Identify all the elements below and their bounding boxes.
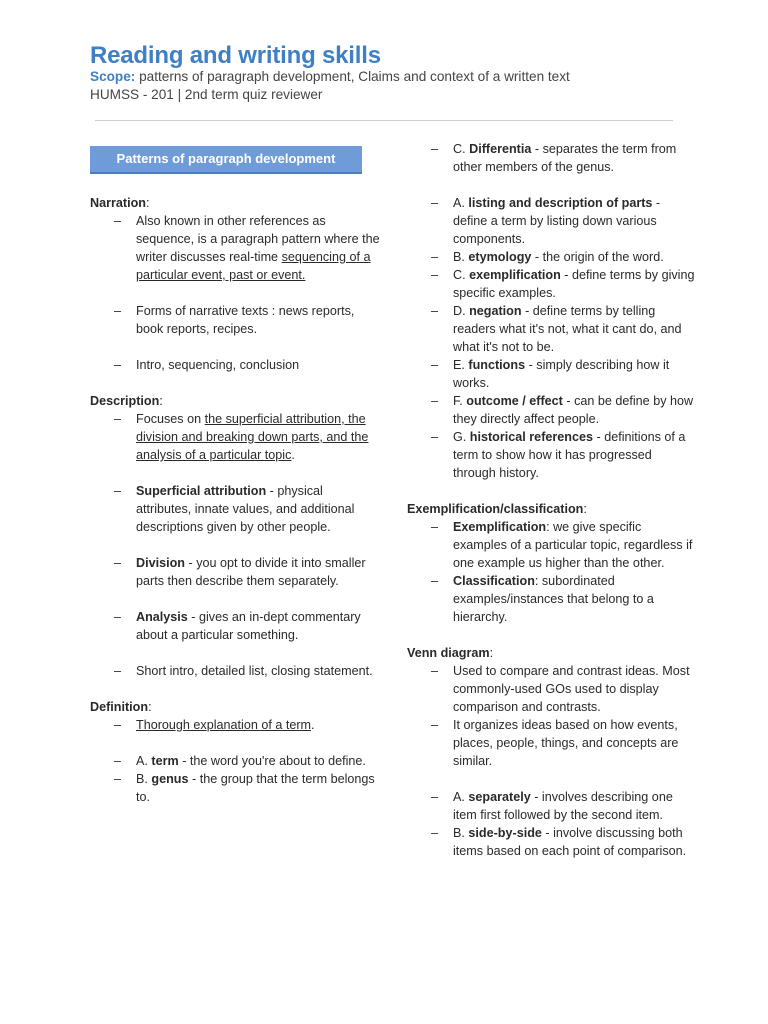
list-item: – G. historical references - definitions of a term to show how it has progressed through history. bbox=[407, 428, 697, 482]
left-column bbox=[90, 146, 380, 806]
definition-heading: Definition: bbox=[90, 700, 152, 714]
list-item: – B. side-by-side - involve discussing both items based on each point of comparison. bbox=[407, 824, 697, 860]
scope-line bbox=[90, 69, 570, 84]
narration-list bbox=[90, 212, 380, 374]
list-item: – Short intro, detailed list, closing statement. bbox=[90, 662, 380, 680]
list-item: – Focuses on the superficial attribution, the division and breaking down parts, and the analysis of a particular topic. bbox=[90, 410, 380, 464]
description-list bbox=[90, 410, 380, 680]
list-item: – Used to compare and contrast ideas. Most commonly-used GOs used to display comparison and contrasts. bbox=[407, 662, 697, 716]
list-item: – Exemplification: we give specific examples of a particular topic, regardless if one example us higher than the other. bbox=[407, 518, 697, 572]
list-item: – B. etymology - the origin of the word. bbox=[407, 248, 697, 266]
list-item: – D. negation - define terms by telling readers what it's not, what it cant do, and what it's not to be. bbox=[407, 302, 697, 356]
narration-heading: Narration: bbox=[90, 196, 150, 210]
description-heading: Description: bbox=[90, 394, 163, 408]
list-item: – C. Differentia - separates the term from other members of the genus. bbox=[407, 140, 697, 176]
list-item: – Classification: subordinated examples/instances that belong to a hierarchy. bbox=[407, 572, 697, 626]
definition-list-continued bbox=[407, 140, 697, 482]
exemplification-list bbox=[407, 518, 697, 626]
scope-text: patterns of paragraph development, Claims and context of a written text bbox=[135, 69, 570, 84]
list-item: – It organizes ideas based on how events, places, people, things, and concepts are similar. bbox=[407, 716, 697, 770]
list-item: – Intro, sequencing, conclusion bbox=[90, 356, 380, 374]
right-column bbox=[407, 140, 697, 860]
list-item: – E. functions - simply describing how it works. bbox=[407, 356, 697, 392]
list-item: – Forms of narrative texts : news reports, book reports, recipes. bbox=[90, 302, 380, 338]
list-item: – Division - you opt to divide it into smaller parts then describe them separately. bbox=[90, 554, 380, 590]
list-item: – B. genus - the group that the term belongs to. bbox=[90, 770, 380, 806]
section-banner: Patterns of paragraph development bbox=[90, 146, 362, 174]
list-item: – A. listing and description of parts - define a term by listing down various components. bbox=[407, 194, 697, 248]
list-item: – Analysis - gives an in-dept commentary about a particular something. bbox=[90, 608, 380, 644]
exemplification-heading: Exemplification/classification: bbox=[407, 502, 587, 516]
list-item: – Superficial attribution - physical attributes, innate values, and additional descriptions given by other people. bbox=[90, 482, 380, 536]
scope-label: Scope: bbox=[90, 69, 136, 84]
venn-list bbox=[407, 662, 697, 860]
list-item: – F. outcome / effect - can be define by how they directly affect people. bbox=[407, 392, 697, 428]
list-item: – A. separately - involves describing one item first followed by the second item. bbox=[407, 788, 697, 824]
course-line: HUMSS - 201 | 2nd term quiz reviewer bbox=[90, 87, 323, 102]
definition-list bbox=[90, 716, 380, 806]
venn-heading: Venn diagram: bbox=[407, 646, 494, 660]
list-item: – Also known in other references as sequence, is a paragraph pattern where the writer discusses real-time sequencing of a particular event, past or event. bbox=[90, 212, 380, 284]
list-item: – Thorough explanation of a term. bbox=[90, 716, 380, 734]
list-item: – A. term - the word you're about to define. bbox=[90, 752, 380, 770]
list-item: – C. exemplification - define terms by giving specific examples. bbox=[407, 266, 697, 302]
document-title: Reading and writing skills bbox=[90, 42, 381, 69]
header-divider bbox=[95, 120, 673, 121]
